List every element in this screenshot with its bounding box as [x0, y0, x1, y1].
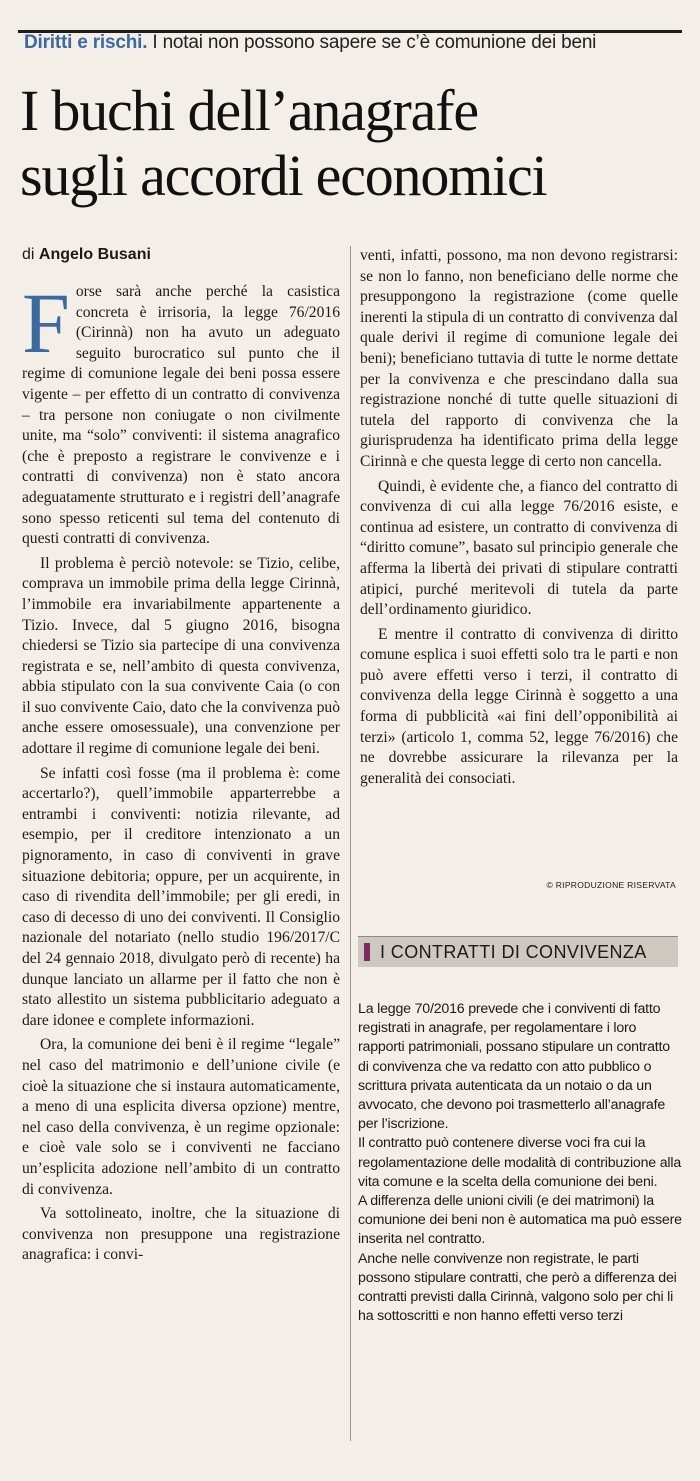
article-column-1: [22, 275, 340, 1270]
article-paragraph: venti, infatti, possono, ma non devono registrarsi: se non lo fanno, non beneficiano delle norme che presuppongono la registrazione (come quelle inerenti la stipula di un contratto di convivenza dal quale derivi il regime di comunione legale dei beni); beneficiano tuttavia di tutte le norme dettate per la convivenza e che prescindano dalla sua registrazione nonché di tutte quelle situazioni di tutela del rapporto di convivenza che la giurisprudenza ha identificato prima della legge Cirinnà e che questa legge di certo non cancella.: [360, 247, 678, 470]
kicker: [24, 32, 684, 54]
article-column-2: [360, 246, 678, 793]
box-paragraph: A differenza delle unioni civili (e dei matrimoni) la comunione dei beni non è automatica ma può essere inserita nel contratto.: [358, 1193, 682, 1248]
article-paragraph: Ora, la comunione dei beni è il regime “legale” nel caso del matrimonio e dell’unione civile (e cioè la situazione che si instaura automaticamente, a meno di una esplicita diversa opzione) mentre, nel caso della convivenza, è un regime opzionale: e cioè vale solo se i conviventi ne facciano un’esplicita adozione nell’ambito di un contratto di convivenza.: [22, 1036, 340, 1198]
byline-prefix: di: [22, 246, 35, 263]
box-accent-bar: [364, 943, 370, 961]
headline-line-1: I buchi dell’anagrafe: [20, 78, 478, 143]
article-paragraph: Forse sarà anche perché la casistica concreta è irrisoria, la legge 76/2016 (Cirinnà) non ha avuto un adeguato seguito burocratico sul punto che il regime di comunione legale dei beni possa essere vigente – per effetto di un contratto di convivenza – tra persone non coniugate o non civilmente unite, ma “solo” conviventi: il sistema anagrafico (che è preposto a registrare le convivenze e i contratti di convivenza) non è stato ancora adeguatamente strutturato e i registri dell’anagrafe sono spesso reticenti sul tema del contenuto di questi contratti di convivenza.: [22, 275, 340, 548]
box-paragraph: La legge 70/2016 prevede che i conviventi di fatto registrati in anagrafe, per regolamentare i loro rapporti patrimoniali, possano stipulare un contratto di convivenza che va redatto con atto pubblico o scrittura privata autenticata da un notaio o da un avvocato, che devono poi trasmetterlo all’anagrafe per l’iscrizione.: [358, 1001, 670, 1133]
byline: [22, 246, 151, 264]
box-paragraph: Anche nelle convivenze non registrate, le parti possono stipulare contratti, che però a differenza dei contratti previsti dalla Cirinnà, valgono solo per chi li ha sottoscritti e non hanno effetti verso terzi: [358, 1250, 677, 1325]
kicker-category: Diritti e rischi.: [24, 32, 148, 53]
kicker-subtitle: I notai non possono sapere se c’è comunione dei beni: [152, 32, 597, 53]
article-paragraph: E mentre il contratto di convivenza di diritto comune esplica i suoi effetti solo tra le parti e non può avere effetti verso i terzi, il contratto di convivenza della legge Cirinnà è soggetto a una forma di pubblicità «ai fini dell’opponibilità ai terzi» (articolo 1, comma 52, legge 76/2016) che ne dovrebbe assicurare la rilevanza per la generalità dei consociati.: [360, 625, 678, 787]
headline: [20, 78, 690, 208]
article-paragraph: Quindi, è evidente che, a fianco del contratto di convivenza di cui alla legge 76/2016 esiste, e continua ad esistere, un contratto di convivenza di “diritto comune”, basato sul principio generale che afferma la libertà dei privati di stipulare contratti atipici, purché meritevoli di tutela da parte dell’ordinamento giuridico.: [360, 477, 678, 619]
copyright-notice: © RIPRODUZIONE RISERVATA: [546, 880, 676, 890]
byline-author: Angelo Busani: [38, 246, 151, 263]
article-paragraph: Il problema è perciò notevole: se Tizio, celibe, comprava un immobile prima della legge Cirinnà, l’immobile era invariabilmente appartenente a Tizio. Invece, dal 5 giugno 2016, bisogna chiedersi se Tizio sia partecipe di una convivenza registrata e se, nell’ambito di questa convivenza, abbia stipulato con la sua convivente Caia (o con il suo convivente Caio, dato che la convivenza può anche essere omosessuale), una convenzione per adottare il regime di comunione legale dei beni.: [22, 554, 340, 758]
box-title: I CONTRATTI DI CONVIVENZA: [380, 942, 647, 962]
dropcap: F: [22, 275, 70, 371]
box-paragraph: Il contratto può contenere diverse voci fra cui la regolamentazione delle modalità di contribuzione alla vita comune e la scelta della comunione dei beni.: [358, 1135, 682, 1190]
box-body: [358, 1000, 684, 1326]
article-paragraph: Va sottolineato, inoltre, che la situazione di convivenza non presuppone una registrazione anagrafica: i convi-: [22, 1205, 340, 1264]
article-paragraph: Se infatti così fosse (ma il problema è: come accertarlo?), quell’immobile apparterrebbe a entrambi i conviventi: notizia rilevante, ad esempio, per il creditore intenzionato a un pignoramento, in caso di conviventi in grave situazione debitoria; oppure, per un acquirente, in caso di rivendita dell’immobile; per gli eredi, in caso di decesso di uno dei conviventi. Il Consiglio nazionale del notariato (nello studio 196/2017/C del 24 gennaio 2018, divulgato però di recente) ha dunque lanciato un allarme per il fatto che non è stato allestito un sistema pubblicitario adeguato a dare idonee e complete informazioni.: [22, 764, 340, 1029]
box-header: [358, 936, 678, 967]
column-divider: [350, 246, 351, 1441]
headline-line-2: sugli accordi economici: [20, 143, 547, 208]
